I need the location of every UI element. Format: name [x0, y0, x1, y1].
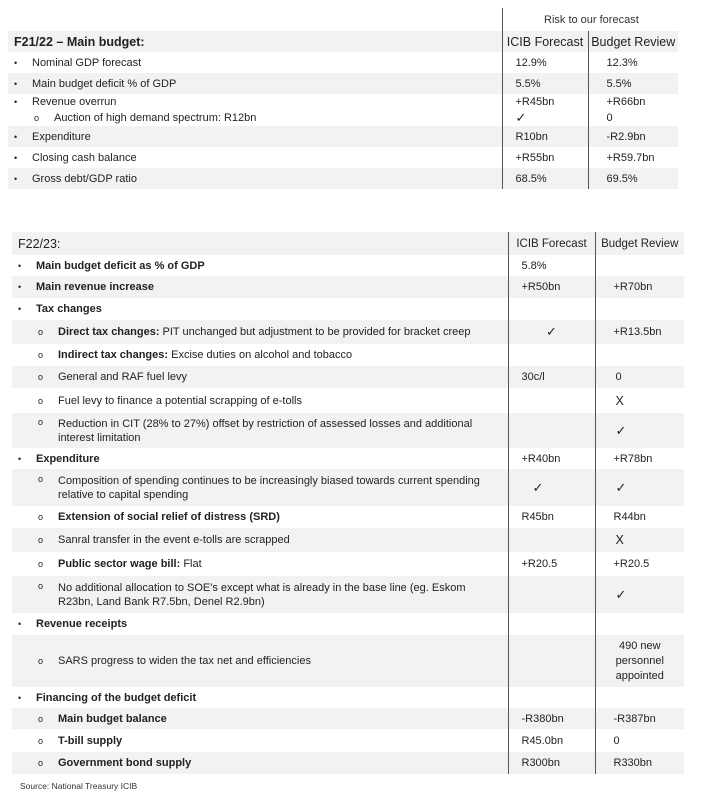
- table-row: • Expenditure +R40bn +R78bn: [12, 448, 684, 469]
- table-row: o Indirect tax changes: Excise duties on alcohol and tobacco: [12, 344, 684, 366]
- row-label-bold: Indirect tax changes:: [58, 349, 169, 361]
- review-value: 0: [588, 110, 678, 126]
- review-value: 5.5%: [588, 73, 678, 94]
- table-row: o General and RAF fuel levy 30c/l 0: [12, 366, 684, 388]
- review-value: +R66bn: [588, 94, 678, 110]
- review-value: +R20.5: [595, 552, 684, 576]
- row-label: No additional allocation to SOE's except what is already in the base line (eg. Eskom R23bn, Land Bank R7.5bn, Denel R2.9bn): [58, 581, 466, 608]
- icib-value: [508, 687, 595, 708]
- column-header-icib: ICIB Forecast: [508, 232, 595, 255]
- row-label: Expenditure: [32, 130, 91, 143]
- row-label-bold: Main revenue increase: [36, 281, 155, 293]
- row-label-bold: Extension of social relief of distress (SRD): [58, 511, 280, 523]
- table-row: o No additional allocation to SOE's except what is already in the base line (eg. Eskom R23bn, Land Bank R7.5bn, Denel R2.9bn) ✓: [12, 576, 684, 613]
- check-icon: ✓: [508, 469, 595, 506]
- review-value: [595, 255, 684, 276]
- top-divider-line: [502, 8, 503, 31]
- table-row: • Expenditure R10bn -R2.9bn: [8, 126, 678, 147]
- table-row: o Fuel levy to finance a potential scrapping of e-tolls X: [12, 388, 684, 413]
- icib-value: [508, 613, 595, 635]
- section-title: F22/23:: [12, 232, 508, 255]
- review-value: R44bn: [595, 506, 684, 528]
- icib-value: 30c/l: [508, 366, 595, 388]
- row-label: Reduction in CIT (28% to 27%) offset by restriction of assessed losses and additional interest limitation: [58, 417, 473, 444]
- section-title: F21/22 – Main budget:: [8, 31, 502, 52]
- table-row: o Sanral transfer in the event e-tolls are scrapped X: [12, 528, 684, 552]
- icib-value: R45.0bn: [508, 729, 595, 752]
- f21-22-budget-table: [8, 31, 678, 189]
- check-icon: ✓: [595, 469, 684, 506]
- review-value: [595, 298, 684, 320]
- check-icon: ✓: [595, 413, 684, 448]
- icib-value: +R55bn: [502, 147, 588, 168]
- review-value: -R2.9bn: [588, 126, 678, 147]
- table-row: • Closing cash balance +R55bn +R59.7bn: [8, 147, 678, 168]
- icib-value: R300bn: [508, 752, 595, 774]
- column-header-icib: ICIB Forecast: [502, 31, 588, 52]
- row-label-bold: Main budget balance: [58, 712, 167, 725]
- risk-to-forecast-header: Risk to our forecast: [544, 14, 639, 26]
- table-row: • Main revenue increase +R50bn +R70bn: [12, 276, 684, 298]
- review-value: [595, 613, 684, 635]
- table-row: • Main budget deficit as % of GDP 5.8%: [12, 255, 684, 276]
- row-label: SARS progress to widen the tax net and efficiencies: [58, 655, 311, 667]
- table-row: • Revenue receipts: [12, 613, 684, 635]
- table-row: o Main budget balance -R380bn -R387bn: [12, 708, 684, 729]
- table-row: • Nominal GDP forecast 12.9% 12.3%: [8, 52, 678, 73]
- review-value: 0: [595, 366, 684, 388]
- icib-value: 12.9%: [502, 52, 588, 73]
- icib-value: [508, 298, 595, 320]
- row-label: Excise duties on alcohol and tobacco: [168, 349, 353, 361]
- row-label: Gross debt/GDP ratio: [32, 172, 137, 185]
- icib-value: R45bn: [508, 506, 595, 528]
- icib-value: [508, 344, 595, 366]
- table-row: o SARS progress to widen the tax net and efficiencies 490 new personnel appointed: [12, 635, 684, 687]
- review-value: R330bn: [595, 752, 684, 774]
- review-value: 12.3%: [588, 52, 678, 73]
- table-row: o Extension of social relief of distress (SRD) R45bn R44bn: [12, 506, 684, 528]
- table-row: • Revenue overrun +R45bn +R66bn: [8, 94, 678, 110]
- review-value: 69.5%: [588, 168, 678, 189]
- row-label-bold: Revenue receipts: [36, 618, 128, 630]
- row-label-bold: Direct tax changes:: [58, 326, 160, 338]
- check-icon: ✓: [595, 576, 684, 613]
- row-label: Fuel levy to finance a potential scrapping of e-tolls: [58, 394, 302, 407]
- icib-value: [508, 576, 595, 613]
- row-label: Nominal GDP forecast: [32, 56, 142, 69]
- row-label: Flat: [180, 558, 202, 570]
- f22-23-budget-table: [12, 232, 684, 774]
- row-label-bold: Public sector wage bill:: [58, 558, 181, 570]
- table-row: • Financing of the budget deficit: [12, 687, 684, 708]
- review-value: +R13.5bn: [595, 320, 684, 344]
- cross-icon: X: [595, 528, 684, 552]
- review-value: -R387bn: [595, 708, 684, 729]
- review-value: +R78bn: [595, 448, 684, 469]
- icib-value: +R50bn: [508, 276, 595, 298]
- row-label-bold: Expenditure: [36, 452, 100, 465]
- row-label: Composition of spending continues to be increasingly biased towards current spending relative to capital spending: [58, 474, 480, 501]
- column-header-review: Budget Review: [588, 31, 678, 52]
- source-note: Source: National Treasury ICIB: [20, 781, 138, 791]
- review-value: +R59.7bn: [588, 147, 678, 168]
- row-label-bold: Financing of the budget deficit: [36, 691, 197, 704]
- row-label-bold: Main budget deficit as % of GDP: [36, 259, 205, 272]
- icib-value: [508, 528, 595, 552]
- row-label: Revenue overrun: [32, 96, 117, 108]
- table-row: • Tax changes: [12, 298, 684, 320]
- check-icon: ✓: [508, 320, 595, 344]
- icib-value: +R20.5: [508, 552, 595, 576]
- row-label-bold: T-bill supply: [58, 734, 123, 747]
- review-value: 0: [595, 729, 684, 752]
- row-label: Main budget deficit % of GDP: [32, 77, 177, 90]
- cross-icon: X: [595, 388, 684, 413]
- check-icon: ✓: [502, 110, 588, 126]
- table-header-row: [12, 232, 684, 255]
- icib-value: [508, 413, 595, 448]
- table-row: o Government bond supply R300bn R330bn: [12, 752, 684, 774]
- table-row: • Gross debt/GDP ratio 68.5% 69.5%: [8, 168, 678, 189]
- icib-value: [508, 388, 595, 413]
- review-value: [595, 344, 684, 366]
- icib-value: 68.5%: [502, 168, 588, 189]
- row-label: General and RAF fuel levy: [58, 371, 188, 383]
- table-row: o Composition of spending continues to be increasingly biased towards current spending relative to capital spending ✓ ✓: [12, 469, 684, 506]
- row-label: Auction of high demand spectrum: R12bn: [54, 112, 257, 124]
- row-label: Sanral transfer in the event e-tolls are scrapped: [58, 534, 290, 546]
- row-label-bold: Tax changes: [36, 303, 102, 315]
- review-value: 490 new personnel appointed: [595, 635, 684, 687]
- table-header-row: [8, 31, 678, 52]
- table-row: o Reduction in CIT (28% to 27%) offset by restriction of assessed losses and additional interest limitation ✓: [12, 413, 684, 448]
- icib-value: +R45bn: [502, 94, 588, 110]
- table-row: o Auction of high demand spectrum: R12bn ✓ 0: [8, 110, 678, 126]
- icib-value: -R380bn: [508, 708, 595, 729]
- icib-value: 5.8%: [508, 255, 595, 276]
- icib-value: [508, 635, 595, 687]
- table-row: • Main budget deficit % of GDP 5.5% 5.5%: [8, 73, 678, 94]
- icib-value: R10bn: [502, 126, 588, 147]
- icib-value: +R40bn: [508, 448, 595, 469]
- column-header-review: Budget Review: [595, 232, 684, 255]
- row-label: Closing cash balance: [32, 151, 137, 164]
- icib-value: 5.5%: [502, 73, 588, 94]
- review-value: [595, 687, 684, 708]
- row-label: PIT unchanged but adjustment to be provided for bracket creep: [159, 326, 471, 338]
- row-label-bold: Government bond supply: [58, 757, 192, 769]
- table-row: o T-bill supply R45.0bn 0: [12, 729, 684, 752]
- table-row: o Direct tax changes: PIT unchanged but adjustment to be provided for bracket creep ✓ +R13.5bn: [12, 320, 684, 344]
- review-value: +R70bn: [595, 276, 684, 298]
- table-row: o Public sector wage bill: Flat +R20.5 +R20.5: [12, 552, 684, 576]
